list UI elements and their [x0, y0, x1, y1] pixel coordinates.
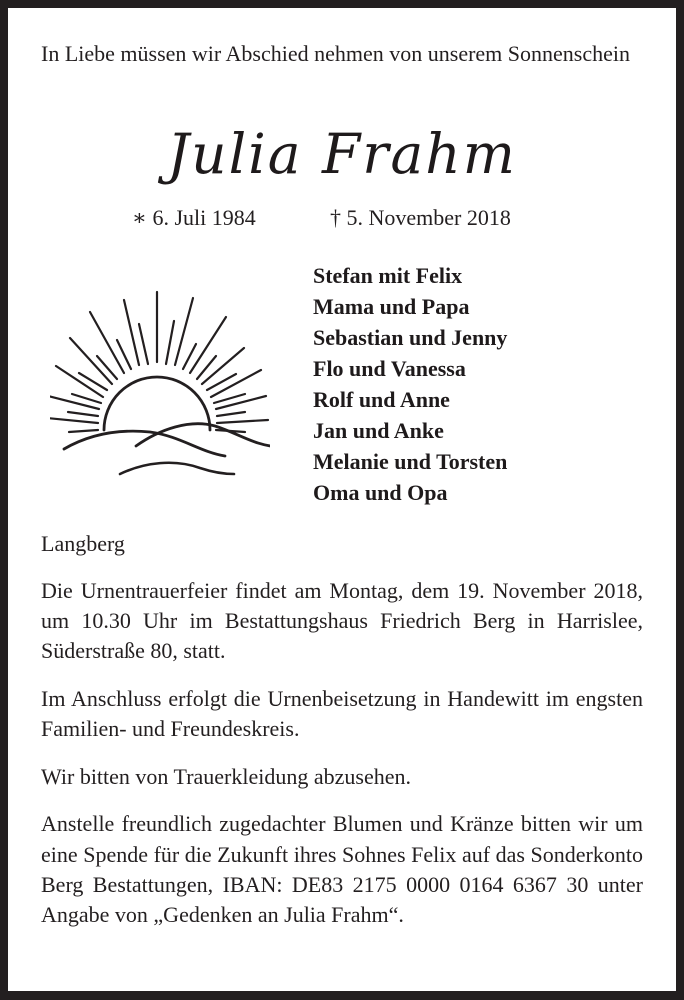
ceremony-paragraph: Die Urnentrauerfeier findet am Montag, dem 19. November 2018, um 10.30 Uhr im Bestattungshaus Friedrich Berg in Harrislee, Süderstraße 80, statt.	[41, 577, 643, 664]
mourner-item: Jan und Anke	[313, 418, 444, 443]
mourner-item: Flo und Vanessa	[313, 356, 466, 381]
intro-text: In Liebe müssen wir Abschied nehmen von unserem Sonnenschein	[41, 41, 630, 66]
death-date: † 5. November 2018	[330, 205, 511, 230]
birth-date: ∗ 6. Juli 1984	[132, 205, 256, 230]
mourner-item: Oma und Opa	[313, 480, 448, 505]
deceased-name: Julia Frahm	[167, 122, 517, 186]
mourner-item: Melanie und Torsten	[313, 449, 508, 474]
notice-body	[41, 529, 643, 948]
obituary-notice	[8, 8, 676, 991]
burial-paragraph: Im Anschluss erfolgt die Urnenbeisetzung in Handewitt im engsten Familien- und Freundeskreis.	[41, 685, 643, 742]
mourner-item: Stefan mit Felix	[313, 263, 463, 288]
mourner-item: Sebastian und Jenny	[313, 325, 508, 350]
mourner-item: Rolf und Anne	[313, 387, 450, 412]
sunrise-icon	[50, 284, 270, 484]
mourners-list	[313, 260, 507, 508]
attire-paragraph: Wir bitten von Trauerkleidung abzusehen.	[41, 763, 411, 789]
place-name: Langberg	[41, 531, 125, 556]
mourner-item: Mama und Papa	[313, 294, 470, 319]
donation-paragraph: Anstelle freundlich zugedachter Blumen und Kränze bitten wir um eine Spende für die Zukunft ihres Sohnes Felix auf das Sonderkonto Berg Bestattungen, IBAN: DE83 2175 0000 0164 6367 30 unter Angabe von „Gedenken an Julia Frahm“.	[41, 811, 643, 928]
